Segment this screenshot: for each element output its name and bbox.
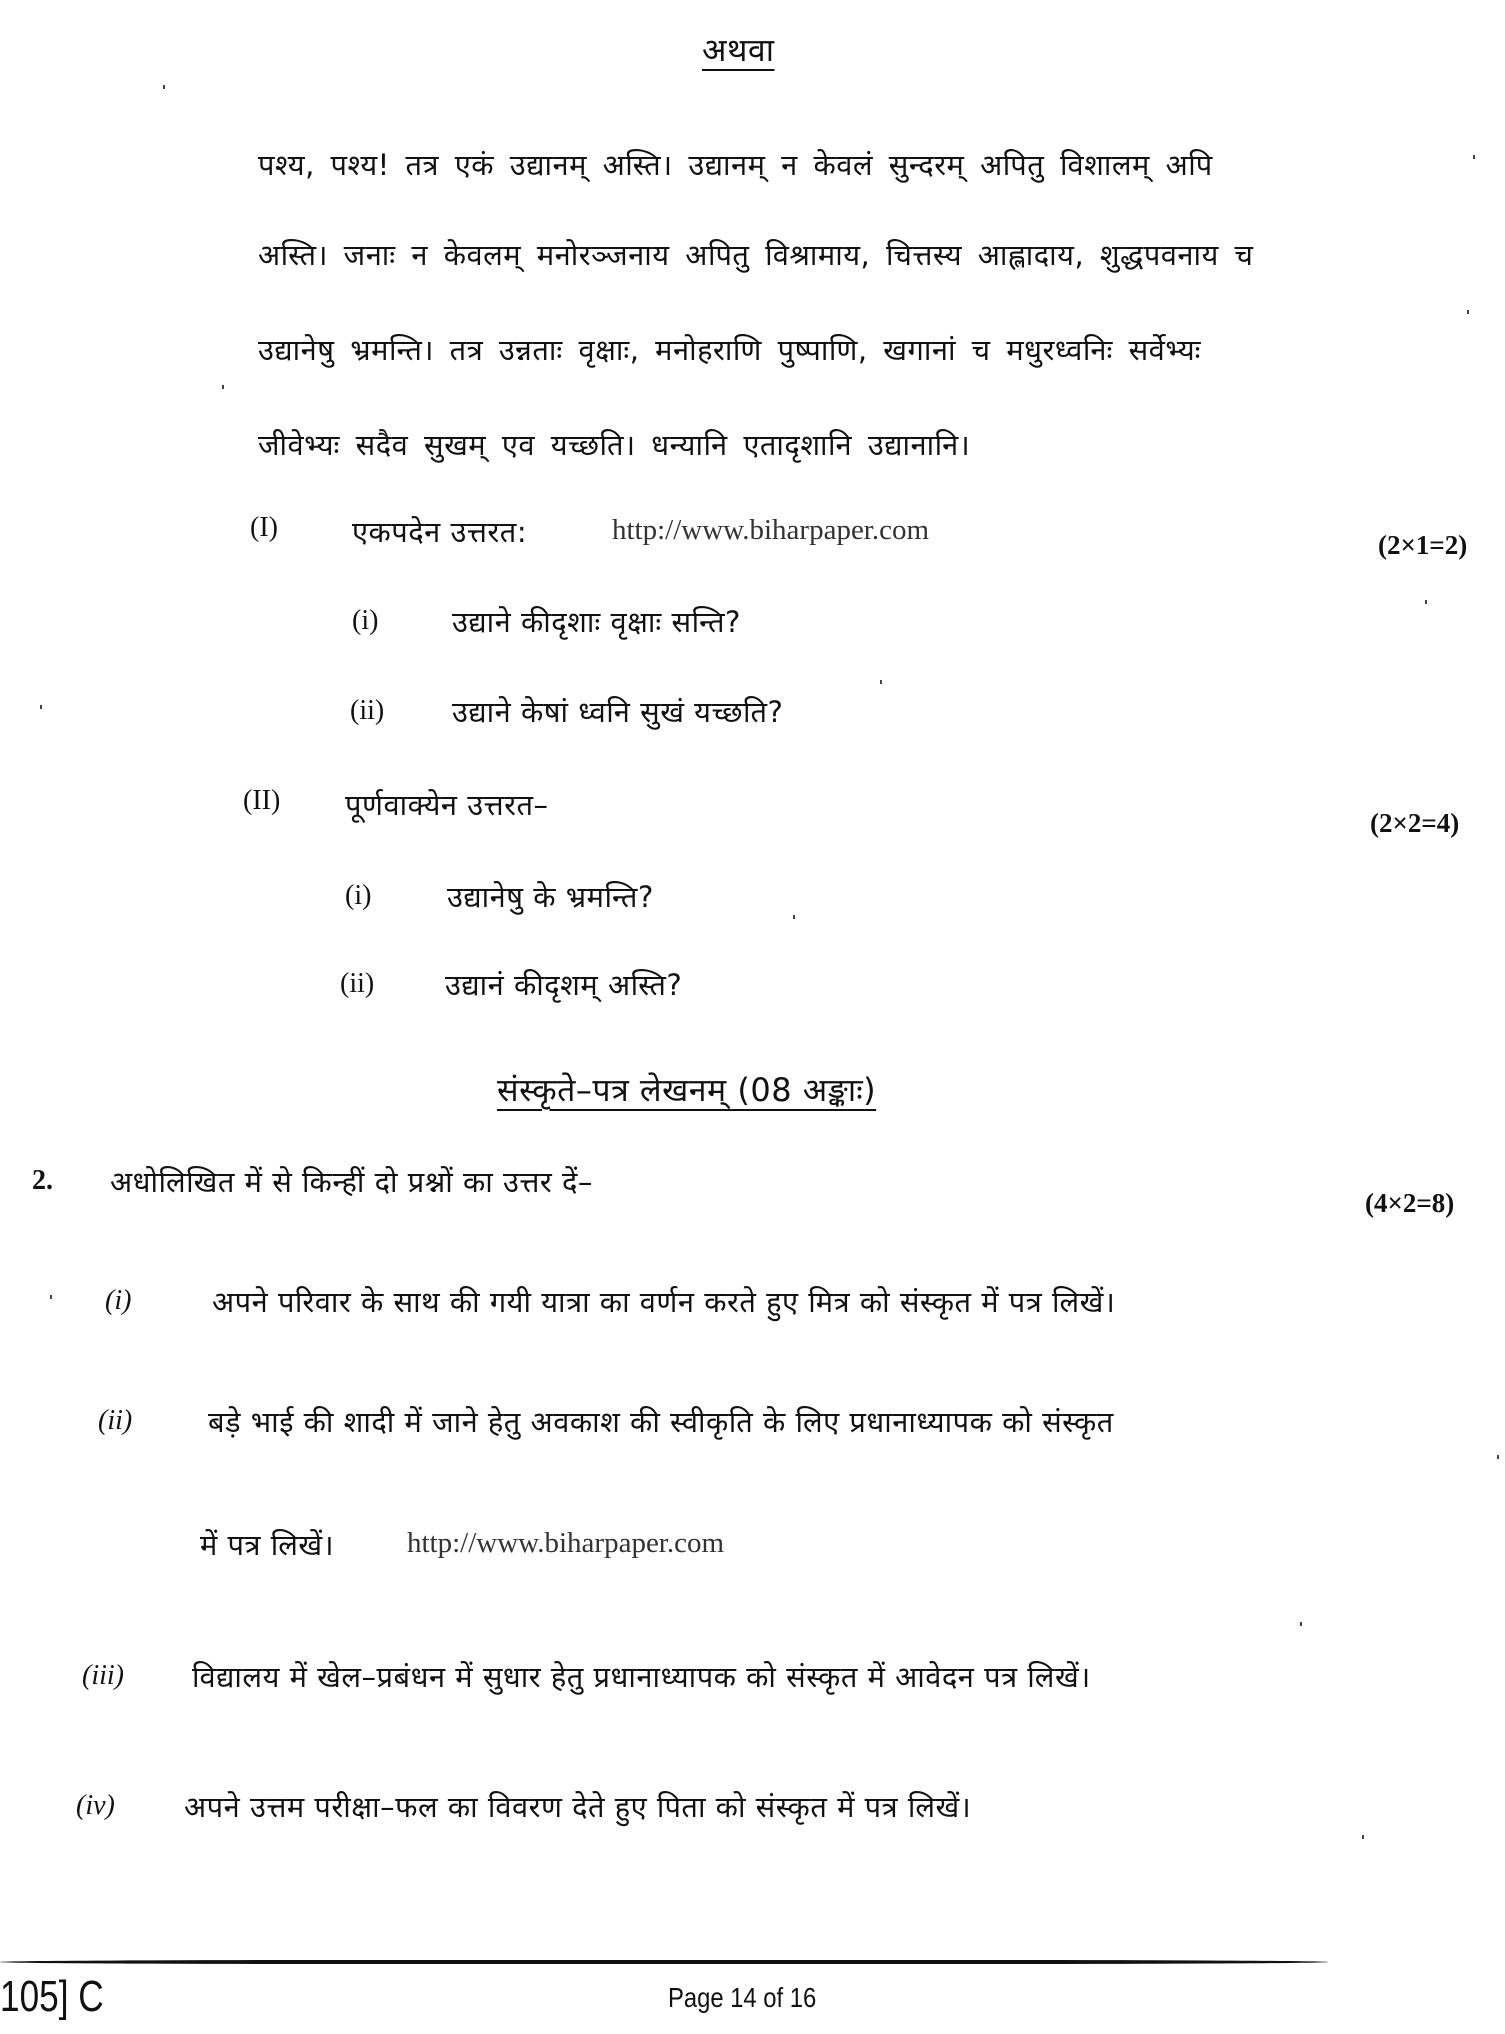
watermark-url: http://www.biharpaper.com (612, 514, 930, 546)
question-number: (i) (352, 605, 379, 636)
question-2-instruction: अधोलिखित में से किन्हीं दो प्रश्नों का उत्तर दें– (110, 1165, 593, 1199)
scan-speck (793, 915, 795, 919)
question-2-number: 2. (32, 1165, 53, 1196)
footer-divider (0, 1960, 1328, 1964)
letter-option-text-continued: में पत्र लिखें। (200, 1528, 335, 1562)
paper-code: 105] C (0, 1972, 104, 2021)
letter-option-text: विद्यालय में खेल–प्रबंधन में सुधार हेतु प्रधानाध्यापक को संस्कृत में आवेदन पत्र लिखें। (192, 1660, 1091, 1694)
part-one-instruction: एकपदेन उत्तरत: (352, 515, 528, 549)
watermark-url: http://www.biharpaper.com (407, 1527, 725, 1559)
question-text: उद्यानेषु के भ्रमन्ति? (447, 880, 654, 914)
letter-option-text: बड़े भाई की शादी में जाने हेतु अवकाश की स्वीकृति के लिए प्रधानाध्यापक को संस्कृत (208, 1405, 1114, 1439)
part-two-instruction: पूर्णवाक्येन उत्तरत– (345, 788, 549, 822)
passage-line: जीवेभ्यः सदैव सुखम् एव यच्छति। धन्यानि एतादृशानि उद्यानानि। (258, 428, 971, 462)
or-heading: अथवा (702, 31, 775, 69)
part-two-marks: (2×2=4) (1370, 808, 1460, 838)
passage-line: अस्ति। जनाः न केवलम् मनोरञ्जनाय अपितु विश्रामाय, चित्तस्य आह्लादाय, शुद्धपवनाय च (258, 238, 1254, 272)
scan-speck (163, 85, 165, 89)
scan-speck (50, 1295, 52, 1299)
passage-line: उद्यानेषु भ्रमन्ति। तत्र उन्नताः वृक्षाः, मनोहराणि पुष्पाणि, खगानां च मधुरध्वनिः सर्वेभ्यः (258, 333, 1202, 367)
question-text: उद्यानं कीदृशम् अस्ति? (445, 968, 683, 1002)
scan-speck (1425, 600, 1427, 604)
part-two-number: (II) (243, 785, 281, 816)
scan-speck (1467, 310, 1469, 314)
question-2-marks: (4×2=8) (1365, 1188, 1455, 1218)
question-text: उद्याने कीदृशाः वृक्षाः सन्ति? (452, 605, 741, 639)
question-number: (ii) (340, 968, 375, 999)
scan-speck (1362, 1835, 1364, 1839)
question-number: (ii) (350, 695, 385, 726)
letter-option-text: अपने परिवार के साथ की गयी यात्रा का वर्णन करते हुए मित्र को संस्कृत में पत्र लिखें। (212, 1285, 1116, 1319)
scan-speck (1497, 1455, 1499, 1459)
scan-speck (40, 705, 42, 709)
part-one-number: (I) (250, 512, 278, 543)
scan-speck (880, 680, 882, 684)
scan-speck (222, 385, 224, 389)
letter-option-number: (iv) (76, 1790, 115, 1821)
letter-option-number: (iii) (82, 1660, 124, 1691)
letter-section-heading: संस्कृते–पत्र लेखनम् (08 अङ्काः) (497, 1071, 877, 1109)
letter-option-number: (ii) (98, 1405, 133, 1436)
question-number: (i) (345, 880, 372, 911)
letter-option-text: अपने उत्तम परीक्षा–फल का विवरण देते हुए पिता को संस्कृत में पत्र लिखें। (184, 1790, 972, 1824)
scan-speck (1473, 155, 1475, 159)
part-one-marks: (2×1=2) (1378, 530, 1468, 560)
scan-speck (1300, 1622, 1302, 1626)
page-number: Page 14 of 16 (668, 1982, 817, 2013)
letter-option-number: (i) (105, 1285, 132, 1316)
passage-line: पश्य, पश्य! तत्र एकं उद्यानम् अस्ति। उद्यानम् न केवलं सुन्दरम् अपितु विशालम् अपि (258, 148, 1213, 182)
question-text: उद्याने केषां ध्वनि सुखं यच्छति? (452, 695, 784, 729)
